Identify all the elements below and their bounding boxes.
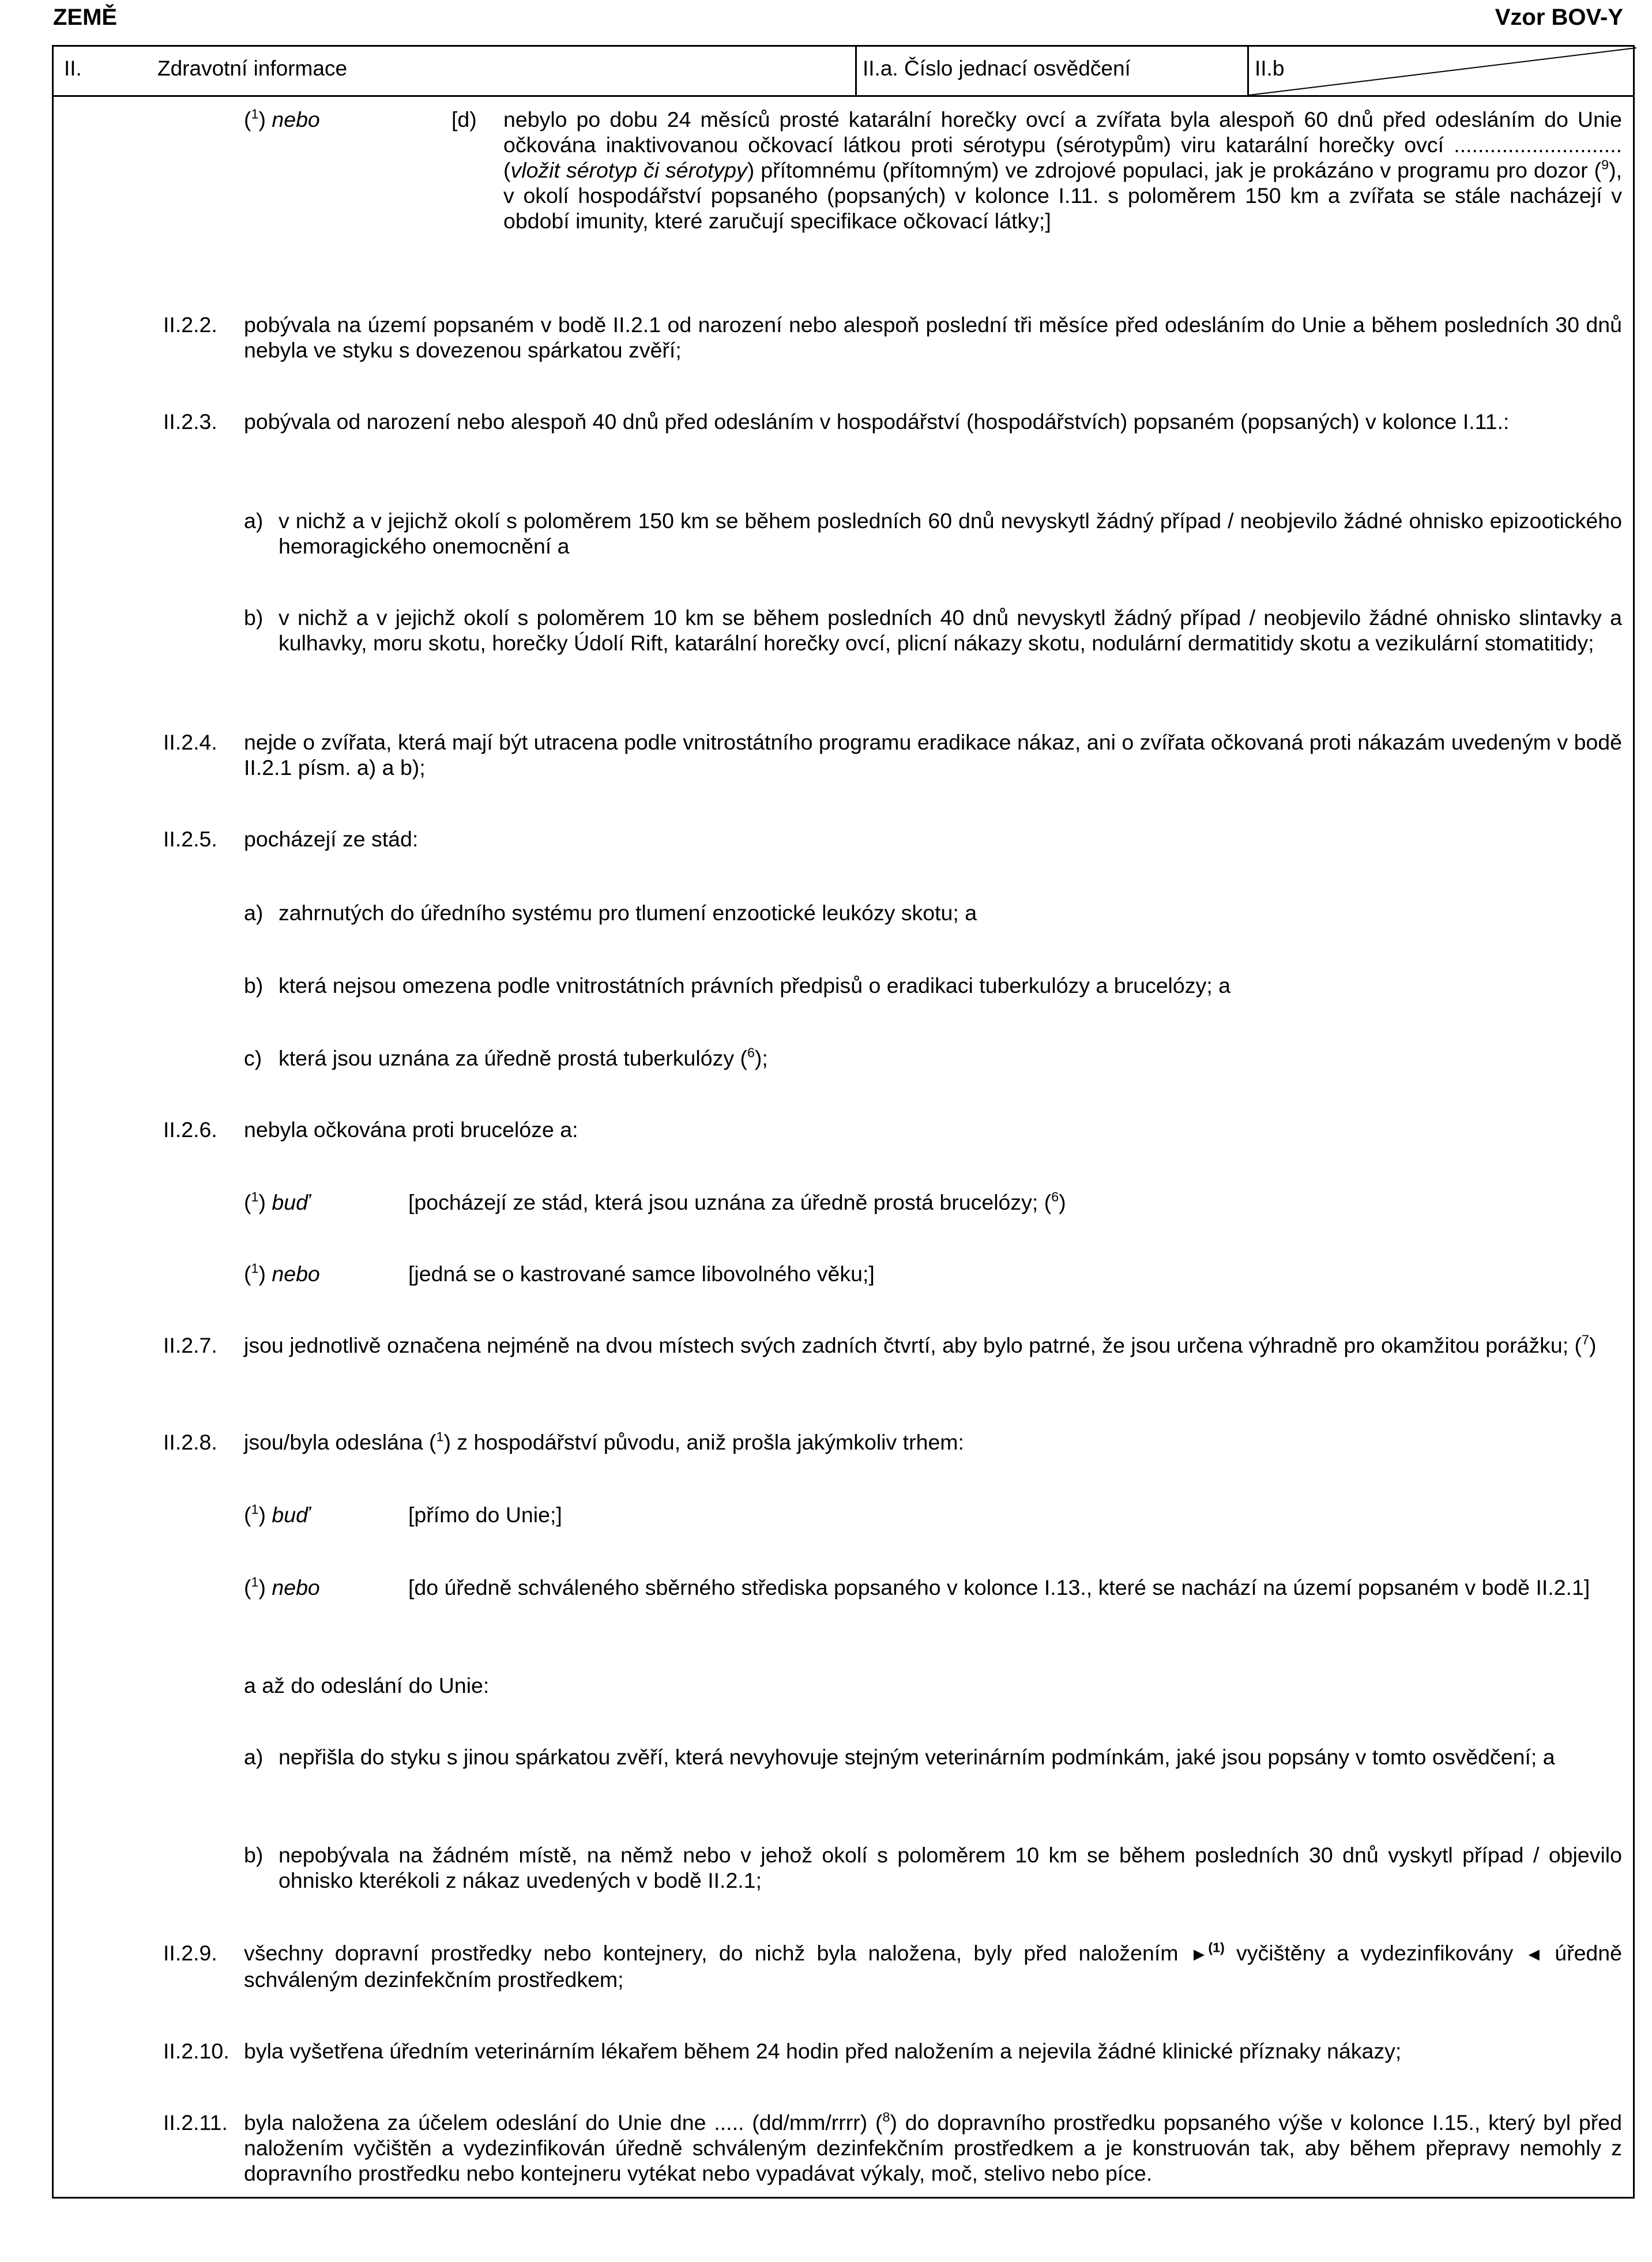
amendment-start-icon: ► [1190,1944,1209,1964]
item-number: II.2.5. [163,827,217,851]
paragraph-ii-2-5: pocházejí ze stád: [244,827,419,851]
paragraph-ii-2-4: nejde o zvířata, která mají být utracena podle vnitrostátního programu eradikace nákaz, ani o zvířata očkovaná proti nákazám uvedeným v bodě II.2.1 písm. a) a b); [244,730,1622,780]
paragraph-ii-2-8-b: nepobývala na žádném místě, na němž nebo v jehož okolí s poloměrem 10 km se během posledních 30 dnů vyskytl případ / objevilo ohnisko kterékoli z nákaz uvedených v bodě II.2.1; [279,1843,1622,1892]
item-number: II.2.3. [163,409,217,434]
section-number: II. [64,57,82,80]
paragraph-ii-2-3: pobývala od narození nebo alespoň 40 dnů před odesláním v hospodářství (hospodářstvích) popsaném (popsaných) v kolonce I.11.: [244,409,1510,434]
paragraph-ii-2-3-a: v nichž a v jejichž okolí s poloměrem 150 km se během posledních 60 dnů nevyskytl žádný případ / neobjevilo žádné ohnisko epizootického hemoragického onemocnění a [279,509,1622,558]
option-marker: ($^1$) buď [244,1501,310,1527]
paragraph-ii-2-2: pobývala na území popsaném v bodě II.2.1 od narození nebo alespoň poslední tři měsíce před odesláním do Unie a během posledních 30 dnů nebyla ve styku s dovezenou spárkatou zvěří; [244,313,1622,362]
option-marker: ($^1$) nebo [244,1574,320,1599]
paragraph-ii-2-8: jsou/byla odeslána ($^1$) z hospodářství původu, aniž prošla jakýmkoliv trhem: [244,1429,964,1454]
sub-item-label: b) [244,973,264,998]
paragraph-ii-2-8-intro: a až do odeslání do Unie: [244,1673,490,1698]
sub-item-label: a) [244,901,264,925]
sub-item-label: b) [244,1843,264,1867]
item-number: II.2.11. [163,2110,228,2135]
option-text: [jedná se o kastrované samce libovolného věku;] [408,1262,875,1286]
paragraph-ii-2-6: nebyla očkována proti brucelóze a: [244,1117,578,1142]
item-number: II.2.10. [163,2039,229,2063]
item-number: II.2.7. [163,1333,217,1357]
paragraph-ii-2-10: byla vyšetřena úředním veterinárním lékařem během 24 hodin před naložením a nejevila žádné klinické příznaky nákazy; [244,2039,1402,2063]
sub-item-label: a) [244,1745,264,1769]
model-label: Vzor BOV-Y [1495,5,1623,30]
certificate-frame [52,45,1635,2199]
ref-b-label: II.b [1255,57,1285,80]
item-number: II.2.8. [163,1430,217,1454]
amendment-end-icon: ◄ [1525,1944,1543,1964]
paragraph-ii-2-9: všechny dopravní prostředky nebo kontejnery, do nichž byla naložena, byly před naložením ►$^{(1)}$ vyčištěny a vydezinfikovány ◄ úředně schváleným dezinfekčním prostředkem; [244,1940,1623,1992]
item-number: II.2.2. [163,313,217,337]
option-text: [přímo do Unie;] [408,1503,562,1527]
paragraph-d: nebylo po dobu 24 měsíců prosté katarální horečky ovcí a zvířata byla alespoň 60 dnů před odesláním do Unie očkována inaktivovanou očkovací látkou proti sérotypu (sérotypům) viru katarální horečky ovcí ............................ (vložit sérotyp či sérotypy) přítomnému (přítomným) ve zdrojové populaci, jak je prokázáno v programu pro dozor ($^9$), v okolí hospodářství popsaného (popsaných) v kolonce I.11. s poloměrem 150 km a zvířata se stále nacházejí v období imunity, které zaručují specifikace očkovací látky;] [503,107,1622,233]
diagonal-line [1249,47,1636,95]
option-marker: ($^1$) nebo [244,106,320,131]
paragraph-ii-2-5-a: zahrnutých do úředního systému pro tlumení enzootické leukózy skotu; a [279,901,977,925]
country-label: ZEMĚ [53,5,118,30]
item-label: [d) [451,107,477,131]
paragraph-ii-2-11: byla naložena za účelem odeslání do Unie dne ..... (dd/mm/rrrr) ($^8$) do dopravního prostředku popsaného výše v kolonce I.15., který byl před naložením vyčištěn a vydezinfikován úředně schváleným dezinfekčním prostředkem a je konstruován tak, aby během přepravy nemohly z dopravního prostředku nebo kontejneru vytékat nebo vypadávat výkaly, moč, stelivo nebo píce. [244,2109,1622,2185]
health-information-body [54,95,1633,2197]
paragraph-ii-2-5-b: která nejsou omezena podle vnitrostátních právních předpisů o eradikaci tuberkulózy a brucelózy; a [279,973,1230,998]
sub-item-label: b) [244,605,264,630]
table-header [54,47,1633,97]
option-marker: ($^1$) buď [244,1189,310,1214]
item-number: II.2.6. [163,1117,217,1142]
paragraph-ii-2-3-b: v nichž a v jejichž okolí s poloměrem 10 km se během posledních 40 dnů nevyskytl žádný případ / neobjevilo žádné ohnisko slintavky a kulhavky, moru skotu, horečky Údolí Rift, katarální horečky ovcí, plicní nákazy skotu, nodulární dermatitidy skotu a vezikulární stomatitidy; [279,605,1622,655]
paragraph-ii-2-5-c: která jsou uznána za úředně prostá tuberkulózy ($^6$); [279,1045,768,1070]
sub-item-label: c) [244,1046,262,1070]
option-text: [do úředně schváleného sběrného střediska popsaného v kolonce I.13., které se nachází na území popsaném v bodě II.2.1] [408,1575,1590,1599]
item-number: II.2.9. [163,1941,217,1965]
item-number: II.2.4. [163,730,217,754]
sub-item-label: a) [244,509,264,533]
option-marker: ($^1$) nebo [244,1260,320,1286]
reference-number-label: II.a. Číslo jednací osvědčení [863,57,1131,80]
paragraph-ii-2-7: jsou jednotlivě označena nejméně na dvou místech svých zadních čtvrtí, aby bylo patrné, že jsou určena výhradně pro okamžitou porážku; ($^7$) [244,1332,1597,1357]
section-title: Zdravotní informace [157,57,348,80]
paragraph-ii-2-8-a: nepřišla do styku s jinou spárkatou zvěří, která nevyhovuje stejným veterinárním podmínkám, jaké jsou popsány v tomto osvědčení; a [279,1745,1555,1769]
option-text: [pocházejí ze stád, která jsou uznána za úředně prostá brucelózy; ($^6$) [408,1189,1066,1214]
